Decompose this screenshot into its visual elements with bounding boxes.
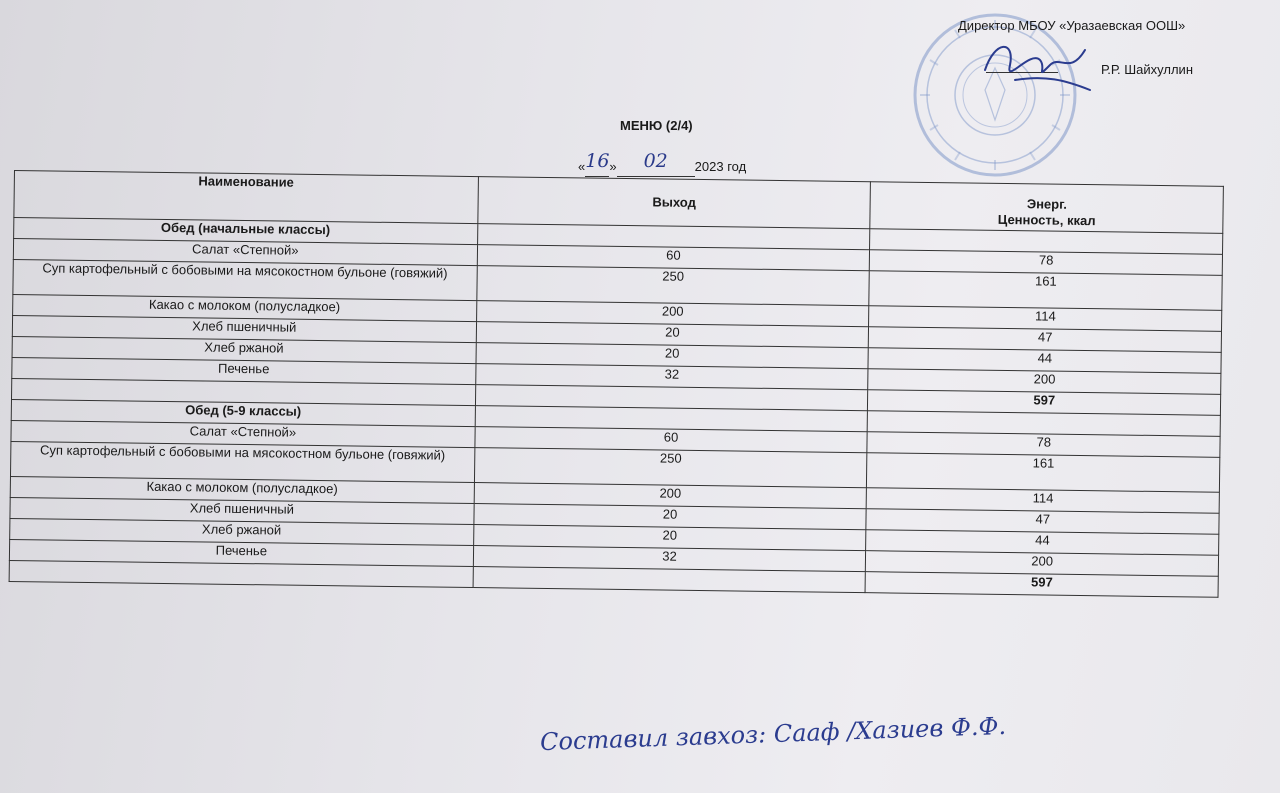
dish-output: 60: [475, 427, 868, 453]
section-title: Обед (5-9 классы): [11, 399, 475, 426]
total-energy: 597: [866, 572, 1219, 598]
director-name: Р.Р. Шайхуллин: [1101, 62, 1193, 77]
menu-table: [9, 170, 1224, 598]
dish-output: 32: [473, 546, 866, 572]
handwritten-compiler-note: Составил завхоз: Сааф /Хазиев Ф.Ф.: [539, 711, 1007, 757]
dish-energy: 200: [866, 551, 1219, 577]
dish-output: 250: [474, 448, 867, 488]
date-month: 02: [643, 150, 668, 172]
date-day: 16: [585, 150, 610, 172]
dish-energy: 44: [866, 530, 1219, 556]
header-name: Наименование: [14, 171, 478, 224]
dish-energy: 114: [867, 488, 1220, 514]
date-year: 2023 год: [694, 159, 747, 174]
menu-date: [578, 150, 747, 177]
dish-name: Какао с молоком (полусладкое): [13, 294, 477, 321]
dish-energy: 47: [866, 509, 1219, 535]
dish-energy: 78: [870, 250, 1223, 276]
dish-name: Хлеб ржаной: [10, 518, 474, 545]
dish-energy: 161: [869, 271, 1222, 311]
dish-energy: 78: [867, 432, 1220, 458]
header-energy-line2: Ценность, ккал: [997, 211, 1096, 229]
dish-name: Хлеб пшеничный: [10, 497, 474, 524]
dish-output: 250: [476, 266, 869, 306]
director-signature: [975, 30, 1095, 100]
dish-output: 20: [476, 322, 869, 348]
dish-output: 200: [476, 301, 869, 327]
dish-name: Хлеб ржаной: [12, 336, 476, 363]
total-energy: 597: [868, 390, 1221, 416]
dish-output: 20: [473, 525, 866, 551]
dish-name: Салат «Степной»: [11, 420, 475, 447]
dish-name: Салат «Степной»: [13, 239, 477, 266]
header-energy-line1: Энерг.: [1026, 196, 1067, 212]
dish-output: 20: [473, 504, 866, 530]
dish-output: 32: [475, 364, 868, 390]
dish-name: Суп картофельный с бобовыми на мясокостном бульоне (говяжий): [10, 441, 474, 482]
header-output: Выход: [477, 177, 870, 229]
dish-energy: 161: [867, 453, 1220, 493]
section-title: Обед (начальные классы): [14, 218, 478, 245]
director-title: Директор МБОУ «Уразаевская ООШ»: [958, 18, 1186, 33]
dish-output: 200: [474, 483, 867, 509]
dish-name: Печенье: [9, 539, 473, 566]
menu-title: МЕНЮ (2/4): [620, 118, 693, 133]
cropped-top-text: [1040, 0, 1280, 8]
dish-energy: 44: [868, 348, 1221, 374]
dish-name: Печенье: [12, 357, 476, 384]
date-close-quote: »: [609, 159, 617, 174]
dish-energy: 200: [868, 369, 1221, 395]
dish-output: 60: [477, 245, 870, 271]
dish-name: Хлеб пшеничный: [12, 315, 476, 342]
dish-output: 20: [476, 343, 869, 369]
dish-name: Суп картофельный с бобовыми на мясокостном бульоне (говяжий): [13, 259, 477, 300]
dish-energy: 114: [869, 306, 1222, 332]
header-energy: [870, 182, 1223, 234]
dish-name: Какао с молоком (полусладкое): [10, 476, 474, 503]
dish-energy: 47: [869, 327, 1222, 353]
date-open-quote: «: [578, 159, 586, 174]
